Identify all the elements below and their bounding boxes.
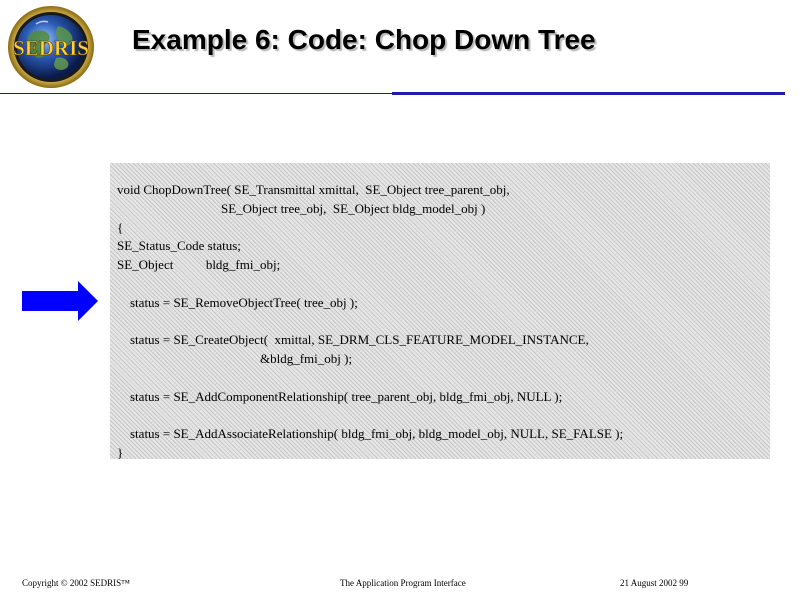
title-divider-accent bbox=[392, 92, 785, 95]
code-line: { bbox=[117, 219, 124, 235]
sedris-logo bbox=[6, 4, 96, 90]
code-line: &bldg_fmi_obj ); bbox=[117, 351, 353, 367]
code-line bbox=[117, 369, 623, 388]
code-line: status = SE_AddComponentRelationship( tree_parent_obj, bldg_fmi_obj, NULL ); bbox=[117, 388, 563, 404]
footer-date-page: 21 August 2002 99 bbox=[620, 578, 689, 588]
slide-title: Example 6: Code: Chop Down Tree bbox=[132, 24, 596, 55]
footer-subject: The Application Program Interface bbox=[340, 578, 466, 588]
footer-copyright: Copyright © 2002 SEDRIS™ bbox=[22, 578, 130, 588]
code-line bbox=[117, 275, 623, 294]
code-block bbox=[110, 163, 770, 459]
code-line: status = SE_RemoveObjectTree( tree_obj ); bbox=[117, 294, 358, 310]
code-line: SE_Object bldg_fmi_obj; bbox=[117, 257, 281, 273]
code-line bbox=[117, 407, 623, 426]
code-line: SE_Object tree_obj, SE_Object bldg_model_obj ) bbox=[117, 200, 486, 216]
code-line: } bbox=[117, 445, 124, 461]
code-line: SE_Status_Code status; bbox=[117, 238, 241, 254]
code-line: status = SE_CreateObject( xmittal, SE_DRM_CLS_FEATURE_MODEL_INSTANCE, bbox=[117, 332, 589, 348]
code-line: void ChopDownTree( SE_Transmittal xmittal, SE_Object tree_parent_obj, bbox=[117, 182, 510, 197]
svg-text:SEDRIS: SEDRIS bbox=[13, 36, 89, 60]
sedris-globe-logo-icon bbox=[6, 4, 96, 90]
code-listing bbox=[117, 181, 623, 463]
code-line: status = SE_AddAssociateRelationship( bldg_fmi_obj, bldg_model_obj, NULL, SE_FALSE ); bbox=[117, 426, 624, 442]
code-line bbox=[117, 313, 623, 332]
right-arrow-icon bbox=[22, 281, 102, 321]
